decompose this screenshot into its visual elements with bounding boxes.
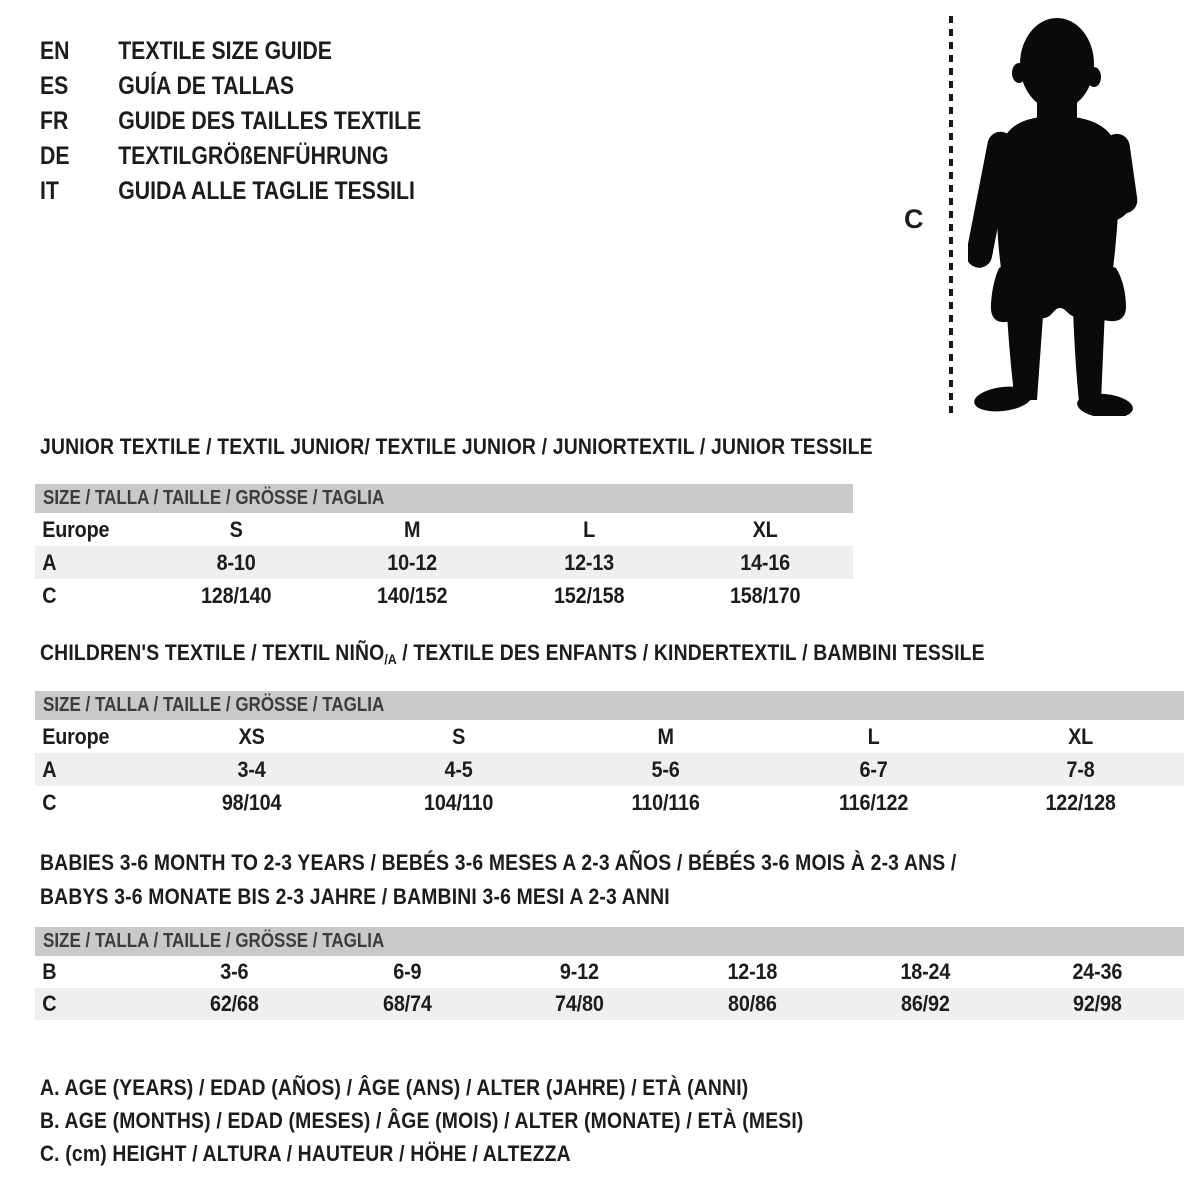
table-cell: 7-8 [1066, 756, 1095, 782]
row-label: Europe [42, 723, 110, 749]
table-cell: 68/74 [382, 991, 432, 1016]
table-cell: 104/110 [424, 789, 494, 815]
table-cell: 86/92 [900, 991, 950, 1016]
table-cell: 18-24 [900, 959, 950, 984]
children-table-rows [35, 720, 1184, 819]
table-cell: 24-36 [1072, 959, 1123, 984]
language-row [40, 69, 421, 104]
table-cell: XL [1067, 723, 1093, 749]
table-cell: S [229, 516, 243, 542]
babies-heading-line1: BABIES 3-6 MONTH TO 2-3 YEARS / BEBÉS 3-6 MESES A 2-3 AÑOS / BÉBÉS 3-6 MOIS À 2-3 ANS / [40, 850, 957, 875]
table-cell: 128/140 [200, 582, 272, 608]
table-cell: L [582, 516, 595, 542]
table-cell: 62/68 [210, 991, 259, 1016]
table-cell: 12-13 [563, 549, 614, 575]
height-measure-label: C [904, 204, 924, 234]
language-row [40, 174, 421, 209]
table-cell: 8-10 [216, 549, 256, 575]
row-label: C [42, 582, 57, 608]
junior-size-table [35, 484, 853, 612]
table-cell: 116/122 [838, 789, 908, 815]
table-cell: 9-12 [560, 959, 600, 984]
table-cell: 3-4 [237, 756, 266, 782]
language-row [40, 34, 421, 69]
table-cell: XS [238, 723, 265, 749]
language-title: GUIDA ALLE TAGLIE TESSILI [118, 177, 415, 205]
table-cell: 10-12 [387, 549, 438, 575]
table-row [35, 956, 1184, 988]
table-cell: 4-5 [444, 756, 473, 782]
table-cell: 92/98 [1073, 991, 1123, 1016]
table-row [35, 720, 1184, 753]
row-label: C [42, 789, 57, 815]
table-row [35, 579, 853, 612]
table-cell: L [867, 723, 880, 749]
table-cell: 6-7 [859, 756, 888, 782]
language-title-block [40, 34, 489, 209]
language-title: GUÍA DE TALLAS [118, 72, 295, 100]
language-code: DE [40, 142, 70, 170]
table-cell: M [404, 516, 421, 542]
size-header-text: SIZE / TALLA / TAILLE / GRÖSSE / TAGLIA [43, 930, 385, 952]
table-row [35, 786, 1184, 819]
table-cell: 152/158 [553, 582, 624, 608]
row-label: Europe [42, 516, 110, 542]
table-row [35, 513, 853, 546]
row-label: B [42, 959, 57, 984]
language-code: FR [40, 107, 69, 135]
language-code: IT [40, 177, 59, 205]
table-cell: 98/104 [221, 789, 282, 815]
table-row [35, 988, 1184, 1020]
table-cell: 5-6 [651, 756, 681, 782]
babies-heading-line2: BABYS 3-6 MONATE BIS 2-3 JAHRE / BAMBINI 3-6 MESI A 2-3 ANNI [40, 884, 670, 909]
table-cell: 74/80 [555, 991, 605, 1016]
children-heading-text-tail: / TEXTILE DES ENFANTS / KINDERTEXTIL / BAMBINI TESSILE [396, 640, 985, 665]
table-cell: 14-16 [739, 549, 790, 575]
table-cell: 80/86 [728, 991, 777, 1016]
size-header-bar [35, 691, 1184, 720]
language-title: TEXTILGRÖßENFÜHRUNG [118, 142, 389, 170]
junior-table-rows [35, 513, 853, 612]
language-code: ES [40, 72, 69, 100]
row-label: C [42, 991, 57, 1016]
table-cell: 158/170 [729, 582, 801, 608]
size-header-bar [35, 484, 853, 513]
footnote-c: C. (cm) HEIGHT / ALTURA / HAUTEUR / HÖHE / ALTEZZA [40, 1141, 571, 1166]
language-title: GUIDE DES TAILLES TEXTILE [118, 107, 422, 135]
table-cell: 110/116 [631, 789, 701, 815]
toddler-silhouette-image [968, 16, 1140, 416]
footnote-a: A. AGE (YEARS) / EDAD (AÑOS) / ÂGE (ANS) / ALTER (JAHRE) / ETÀ (ANNI) [40, 1075, 749, 1100]
size-header-text: SIZE / TALLA / TAILLE / GRÖSSE / TAGLIA [43, 694, 385, 716]
table-cell: M [657, 723, 675, 749]
language-row [40, 139, 421, 174]
size-header-bar [35, 927, 1184, 956]
language-row [40, 104, 421, 139]
babies-size-table [35, 927, 1184, 1020]
row-label: A [42, 756, 57, 782]
babies-section-heading [40, 846, 1081, 914]
table-row [35, 546, 853, 579]
table-cell: S [452, 723, 466, 749]
footnotes-block [40, 1071, 908, 1170]
table-cell: 122/128 [1045, 789, 1116, 815]
children-heading-text: CHILDREN'S TEXTILE / TEXTIL NIÑO [40, 640, 385, 665]
children-size-table [35, 691, 1184, 819]
table-cell: 140/152 [377, 582, 448, 608]
size-header-text: SIZE / TALLA / TAILLE / GRÖSSE / TAGLIA [43, 487, 385, 509]
language-title: TEXTILE SIZE GUIDE [118, 37, 332, 65]
language-code: EN [40, 37, 70, 65]
height-measure-dotted-line [949, 16, 953, 416]
table-cell: 12-18 [727, 959, 778, 984]
junior-section-heading: JUNIOR TEXTILE / TEXTIL JUNIOR/ TEXTILE JUNIOR / JUNIORTEXTIL / JUNIOR TESSILE [40, 434, 873, 459]
table-cell: 3-6 [220, 959, 249, 984]
children-section-heading [40, 640, 985, 667]
table-cell: 6-9 [392, 959, 422, 984]
babies-table-rows [35, 956, 1184, 1020]
row-label: A [42, 549, 57, 575]
children-heading-subscript: /A [384, 651, 397, 667]
table-row [35, 753, 1184, 786]
footnote-b: B. AGE (MONTHS) / EDAD (MESES) / ÂGE (MOIS) / ALTER (MONATE) / ETÀ (MESI) [40, 1108, 804, 1133]
table-cell: XL [752, 516, 778, 542]
